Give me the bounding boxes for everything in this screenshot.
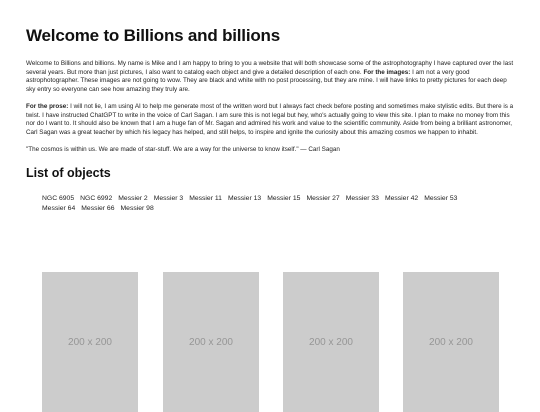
object-link-ngc-6992[interactable]: NGC 6992 [80,195,113,203]
object-link-messier-3[interactable]: Messier 3 [153,195,184,203]
object-list-item [385,194,418,203]
page-title: Welcome to Billions and billions [26,26,280,45]
object-link-messier-11[interactable]: Messier 11 [189,195,222,203]
object-list-item [42,194,74,203]
thumbnail-size-label: 200 x 200 [189,336,233,348]
object-list-item [154,194,183,203]
object-link-messier-27[interactable]: Messier 27 [306,195,340,203]
images-text: I am not a very good astrophotographer. These images are not going to wow. They are black and white with no post processing, but they are mine. I will have links to pretty pictures for each deep sky entry so everyone can see how amazing they truly are. [26,68,507,94]
object-list-item [189,194,222,203]
thumbnail-size-label: 200 x 200 [309,336,353,348]
object-link-messier-15[interactable]: Messier 15 [267,195,301,203]
object-link-messier-53[interactable]: Messier 53 [424,195,458,203]
prose-paragraph [26,103,514,138]
prose-text: I will not lie, I am using AI to help me generate most of the written word but I always fact check before posting and sometimes make stylistic edits. But there is a twist. I have instructed ChatGPT to write in the voice of Carl Sagan. I am sure this is not legal but hey, who's actually going to view this site. I plan to make no money from this nor do I want to. It should also be known that I am a huge fan of Mr. Sagan and admired his work and value to the scientific community. Aside from being a brilliant astronomer, Carl Sagan was a great teacher by which his legacy has helped, and still helps, to inspire and ignite the curiosity about this amazing cosmos we happen to inhabit. [26,102,514,136]
object-list-item [118,194,147,203]
thumbnail-size-label: 200 x 200 [429,336,473,348]
thumbnail-grid [42,272,502,412]
thumbnail-placeholder[interactable] [163,272,259,412]
object-link-messier-42[interactable]: Messier 42 [384,195,419,203]
object-list-item [80,194,112,203]
intro-paragraph [26,60,514,95]
object-link-messier-2[interactable]: Messier 2 [118,195,148,203]
object-link-ngc-6905[interactable]: NGC 6905 [42,195,75,203]
object-link-messier-98[interactable]: Messier 98 [120,204,154,212]
object-list-item [267,194,300,203]
object-list [42,194,498,213]
objects-heading: List of objects [26,166,111,181]
object-link-messier-66[interactable]: Messier 66 [81,204,115,212]
prose-label: For the prose: [26,102,69,110]
object-link-messier-13[interactable]: Messier 13 [227,195,262,203]
thumbnail-placeholder[interactable] [42,272,138,412]
intro-text: Welcome to Billions and billions. My name is Mike and I am happy to bring to you a website that will both showcase some of the astrophotography I have captured over the last several years. But more than just pictures, I also want to catalog each object and give a detailed description of each one. [26,60,514,76]
object-list-item [346,194,379,203]
object-list-item [121,204,154,213]
object-list-item [81,204,114,213]
object-list-item [424,194,457,203]
thumbnail-placeholder[interactable] [403,272,499,412]
images-label: For the images: [363,68,411,76]
thumbnail-size-label: 200 x 200 [68,336,112,348]
object-list-item [228,194,261,203]
sagan-quote: "The cosmos is within us. We are made of star-stuff. We are a way for the universe to know itself." — Carl Sagan [26,145,340,153]
object-link-messier-64[interactable]: Messier 64 [42,204,76,212]
object-list-item [42,204,75,213]
object-link-messier-33[interactable]: Messier 33 [345,195,379,203]
thumbnail-placeholder[interactable] [283,272,379,412]
object-list-item [306,194,339,203]
